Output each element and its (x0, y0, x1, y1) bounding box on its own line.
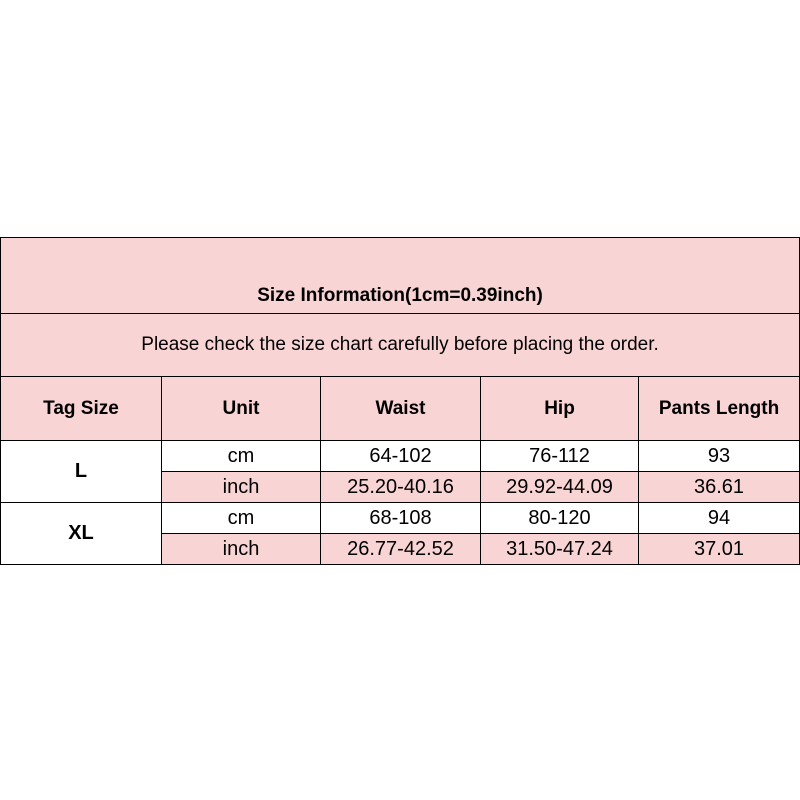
tag-size-cell: XL (1, 503, 162, 565)
table-row (1, 503, 800, 534)
notice-row (1, 314, 800, 377)
hip-cell: 76-112 (481, 441, 639, 472)
waist-cell: 68-108 (321, 503, 481, 534)
pants-length-cell: 93 (639, 441, 800, 472)
header-hip: Hip (481, 377, 639, 441)
waist-cell: 64-102 (321, 441, 481, 472)
unit-cell: inch (162, 472, 321, 503)
hip-cell: 31.50-47.24 (481, 534, 639, 565)
unit-cell: cm (162, 503, 321, 534)
size-info-title: Size Information(1cm=0.39inch) (1, 238, 800, 314)
tag-size-cell: L (1, 441, 162, 503)
header-tag-size: Tag Size (1, 377, 162, 441)
waist-cell: 25.20-40.16 (321, 472, 481, 503)
hip-cell: 29.92-44.09 (481, 472, 639, 503)
table-row (1, 441, 800, 472)
header-row (1, 377, 800, 441)
size-chart-table (0, 237, 800, 565)
pants-length-cell: 37.01 (639, 534, 800, 565)
pants-length-cell: 94 (639, 503, 800, 534)
title-row (1, 238, 800, 314)
header-unit: Unit (162, 377, 321, 441)
header-waist: Waist (321, 377, 481, 441)
size-chart-notice: Please check the size chart carefully before placing the order. (1, 314, 800, 377)
unit-cell: cm (162, 441, 321, 472)
header-pants-length: Pants Length (639, 377, 800, 441)
unit-cell: inch (162, 534, 321, 565)
waist-cell: 26.77-42.52 (321, 534, 481, 565)
pants-length-cell: 36.61 (639, 472, 800, 503)
hip-cell: 80-120 (481, 503, 639, 534)
